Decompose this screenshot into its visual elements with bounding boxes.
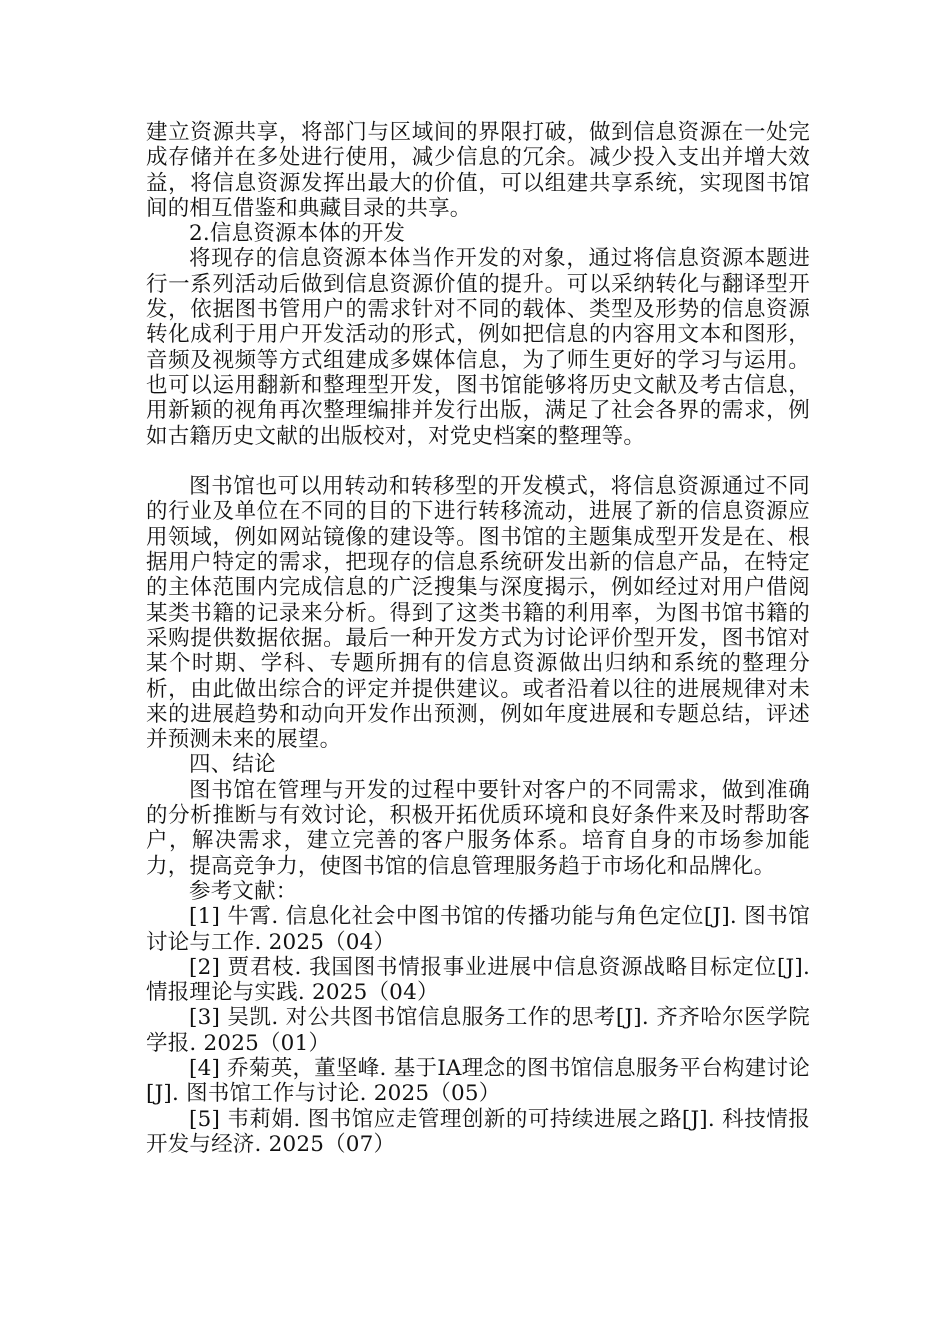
reference-item: [4] 乔菊英，董坚峰. 基于IA理念的图书馆信息服务平台构建讨论[J]. 图书馆工作与讨论. 2025（05） <box>146 1055 810 1107</box>
paragraph-resource-sharing: 建立资源共享，将部门与区域间的界限打破，做到信息资源在一处完成存储并在多处进行使用，减少信息的冗余。减少投入支出并增大效益，将信息资源发挥出最大的价值，可以组建共享系统，实现图书馆间的相互借鉴和典藏目录的共享。 <box>146 120 810 221</box>
references-heading: 参考文献： <box>189 878 298 904</box>
reference-item: [5] 韦莉娟. 图书馆应走管理创新的可持续进展之路[J]. 科技情报开发与经济. 2025（07） <box>146 1106 810 1157</box>
paragraph-spacer <box>146 449 810 474</box>
paragraph-conclusion: 图书馆在管理与开发的过程中要针对客户的不同需求，做到准确的分析推断与有效讨论，积极开拓优质环境和良好条件来及时帮助客户，解决需求，建立完善的客户服务体系。培育自身的市场参加能力，提高竞争力，使图书馆的信息管理服务趋于市场化和品牌化。 <box>146 777 810 879</box>
section-heading-conclusion: 四、结论 <box>189 752 276 778</box>
section-heading-ontology-development: 2.信息资源本体的开发 <box>189 221 406 247</box>
reference-item: [3] 吴凯. 对公共图书馆信息服务工作的思考[J]. 齐齐哈尔医学院学报. 2025（01） <box>146 1005 810 1056</box>
paragraph-ontology-development: 将现存的信息资源本体当作开发的对象，通过将信息资源本题进行一系列活动后做到信息资源价值的提升。可以采纳转化与翻译型开发，依据图书管用户的需求针对不同的载体、类型及形势的信息资源转化成利于用户开发活动的形式，例如把信息的内容用文本和图形，音频及视频等方式组建成多媒体信息，为了师生更好的学习与运用。也可以运用翻新和整理型开发，图书馆能够将历史文献及考古信息，用新颖的视角再次整理编排并发行出版，满足了社会各界的需求，例如古籍历史文献的出版校对，对党史档案的整理等。 <box>146 246 810 449</box>
reference-item: [2] 贾君枝. 我国图书情报事业进展中信息资源战略目标定位[J]. 情报理论与实践. 2025（04） <box>146 954 810 1006</box>
paragraph-transfer-development: 图书馆也可以用转动和转移型的开发模式，将信息资源通过不同的行业及单位在不同的目的下进行转移流动，进展了新的信息资源应用领域，例如网站镜像的建设等。图书馆的主题集成型开发是在、根据用户特定的需求，把现存的信息系统研发出新的信息产品，在特定的主体范围内完成信息的广泛搜集与深度揭示，例如经过对用户借阅某类书籍的记录来分析。得到了这类书籍的利用率，为图书馆书籍的采购提供数据依据。最后一种开发方式为讨论评价型开发，图书馆对某个时期、学科、专题所拥有的信息资源做出归纳和系统的整理分析，由此做出综合的评定并提供建议。或者沿着以往的进展规律对未来的进展趋势和动向开发作出预测，例如年度进展和专题总结，评述并预测未来的展望。 <box>146 474 810 753</box>
document-page <box>146 120 810 1157</box>
reference-item: [1] 牛霄. 信息化社会中图书馆的传播功能与角色定位[J]. 图书馆讨论与工作. 2025（04） <box>146 904 810 955</box>
